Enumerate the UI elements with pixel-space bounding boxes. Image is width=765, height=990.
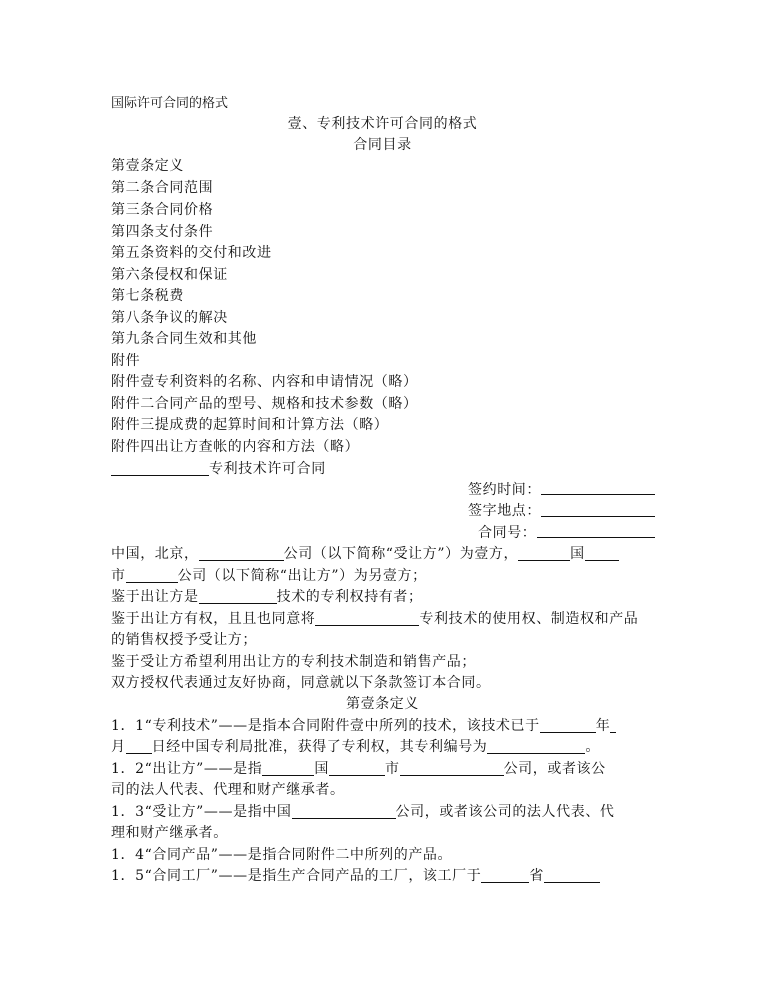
blank	[199, 546, 284, 561]
article-1-title: 第壹条定义	[346, 696, 419, 712]
recital-text: 鉴于出让方有权，且且也同意将	[111, 611, 316, 627]
toc-item: 第五条资料的交付和改进	[111, 245, 272, 261]
blank	[540, 718, 596, 733]
toc-item: 第壹条定义	[111, 158, 184, 174]
contract-number-blank	[537, 537, 655, 538]
definition-line: 理和财产继承者。	[111, 825, 228, 841]
definition-line	[111, 801, 615, 821]
toc-item: 附件三提成费的起算时间和计算方法（略）	[111, 417, 389, 433]
toc-item: 第四条支付条件	[111, 224, 214, 240]
definition-text: 日经中国专利局批准，获得了专利权，其专利编号为	[151, 739, 488, 755]
definition-line	[111, 736, 600, 756]
definition-line	[111, 715, 616, 735]
definition-text: 公司，或者该公司的法人代表、代	[395, 804, 615, 820]
blank	[400, 761, 504, 776]
toc-item: 第三条合同价格	[111, 202, 214, 218]
recital-text: 专利技术的使用权、制造权和产品	[419, 611, 639, 627]
party-text: 中国，北京，	[111, 546, 199, 562]
toc-item: 第八条争议的解决	[111, 310, 228, 326]
blank	[126, 568, 178, 583]
definition-text: 年	[595, 718, 611, 734]
blank	[585, 546, 619, 561]
blank	[487, 739, 585, 754]
toc-item: 第九条合同生效和其他	[111, 331, 257, 347]
definition-text: 。	[585, 739, 601, 755]
contract-number-label: 合同号：	[478, 525, 537, 541]
sign-time-blank	[541, 494, 655, 495]
toc-item: 第二条合同范围	[111, 180, 214, 196]
definition-line: 司的法人代表、代理和财产继承者。	[111, 782, 345, 798]
blank	[292, 804, 396, 819]
blank	[518, 546, 570, 561]
party-line-2	[111, 565, 427, 585]
party-text: 国	[570, 546, 585, 562]
recital-line: 双方授权代表通过友好协商，同意就以下条款签订本合同。	[111, 675, 491, 691]
definition-line	[111, 865, 600, 885]
toc-item: 第七条税费	[111, 288, 184, 304]
contract-title: 专利技术许可合同	[209, 461, 326, 477]
sign-time-label: 签约时间：	[468, 482, 541, 498]
toc-item: 附件	[111, 353, 141, 369]
definition-text: 市	[384, 761, 400, 777]
sign-place-blank	[541, 516, 655, 517]
toc-item: 附件壹专利资料的名称、内容和申请情况（略）	[111, 374, 418, 390]
party-text: 公司（以下简称“出让方”）为另壹方；	[177, 568, 427, 584]
toc-item: 附件四出让方查帐的内容和方法（略）	[111, 439, 360, 455]
toc-item: 附件二合同产品的型号、规格和技术参数（略）	[111, 396, 418, 412]
definition-text: 1．2“出让方”——是指	[111, 761, 263, 777]
page-heading: 国际许可合同的格式	[111, 96, 229, 111]
party-line-1	[111, 543, 619, 563]
definition-line: 1．4“合同产品”——是指合同附件二中所列的产品。	[111, 847, 453, 863]
blank	[329, 761, 385, 776]
definition-line	[111, 758, 606, 778]
document-title: 壹、专利技术许可合同的格式	[287, 116, 478, 132]
definition-text: 省	[529, 868, 544, 884]
blank	[199, 589, 277, 604]
contract-title-line	[111, 458, 326, 478]
blank	[481, 868, 529, 883]
blank	[610, 718, 616, 733]
definition-text: 月	[111, 739, 126, 755]
toc-title: 合同目录	[353, 137, 412, 153]
definition-text: 1．1“专利技术”——是指本合同附件壹中所列的技术，该技术已于	[111, 718, 540, 734]
blank-contract-party	[111, 461, 209, 476]
recital-line	[111, 586, 423, 606]
blank	[126, 739, 152, 754]
recital-line: 的销售权授予受让方；	[111, 632, 257, 648]
sign-place-label: 签字地点：	[468, 503, 541, 519]
party-text: 公司（以下简称“受让方”）为壹方，	[283, 546, 519, 562]
blank	[262, 761, 314, 776]
toc-item: 第六条侵权和保证	[111, 267, 228, 283]
recital-text: 技术的专利权持有者；	[276, 589, 423, 605]
definition-text: 1．5“合同工厂”——是指生产合同产品的工厂，该工厂于	[111, 868, 482, 884]
party-text: 市	[111, 568, 126, 584]
recital-text: 鉴于出让方是	[111, 589, 199, 605]
recital-line	[111, 608, 638, 628]
recital-line: 鉴于受让方希望利用出让方的专利技术制造和销售产品；	[111, 654, 476, 670]
blank	[544, 868, 600, 883]
blank	[315, 611, 419, 626]
definition-text: 国	[314, 761, 329, 777]
definition-text: 1．3“受让方”——是指中国	[111, 804, 292, 820]
definition-text: 公司，或者该公	[503, 761, 606, 777]
